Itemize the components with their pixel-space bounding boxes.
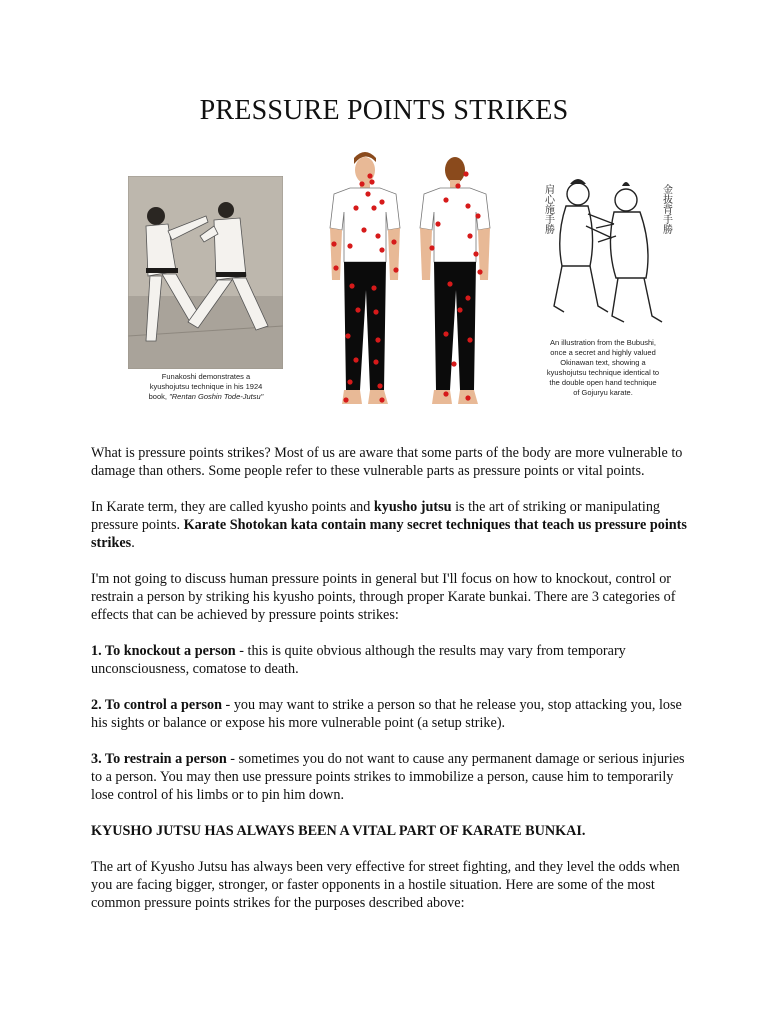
term-kyusho-jutsu: kyusho jutsu xyxy=(373,499,452,515)
paragraph-street-fighting: The art of Kyusho Jutsu has always been very effective for street fighting, and they level the odds when you are facing bigger, stronger, or faster opponents in a hostile situation. Here are some of the most common pressure points strikes for the purposes described above: xyxy=(91,859,680,911)
pressure-point-dot xyxy=(361,227,366,232)
pressure-point-dot xyxy=(477,269,482,274)
photo-caption-line: book, "Rentan Goshin Tode-Jutsu" xyxy=(148,392,264,401)
pressure-point-body-diagram xyxy=(320,150,515,415)
pressure-point-dot xyxy=(365,191,370,196)
pressure-point-dot xyxy=(375,233,380,238)
pressure-point-dot xyxy=(353,205,358,210)
illustration-caption-line: An illustration from the Bubushi, xyxy=(550,338,656,347)
paragraph-categories: I'm not going to discuss human pressure points in general but I'll focus on how to knockout, control or restrain a person by striking his kyusho points, through proper Karate bunkai. There are 3 categories of effects that can be achieved by pressure points strikes: xyxy=(91,571,676,623)
pressure-point-dot xyxy=(429,245,434,250)
paragraph-knockout: 1. To knockout a person - this is quite obvious although the results may vary from temporary unconsciousness, comatose to death. xyxy=(91,643,626,677)
illustration-caption-line: of Gojuryu karate. xyxy=(573,388,633,397)
pressure-point-dot xyxy=(435,221,440,226)
section-heading: KYUSHO JUTSU HAS ALWAYS BEEN A VITAL PART OF KARATE BUNKAI. xyxy=(91,823,586,839)
pressure-point-dot xyxy=(457,307,462,312)
pressure-point-dot xyxy=(393,267,398,272)
article-body xyxy=(91,444,691,930)
pressure-point-dot xyxy=(451,361,456,366)
pressure-point-dot xyxy=(443,331,448,336)
funakoshi-photo-drawing xyxy=(128,176,283,369)
pressure-point-dot xyxy=(379,199,384,204)
emphasis-shotokan: Karate Shotokan kata contain many secret techniques that teach us pressure points strikes xyxy=(91,517,687,551)
pressure-point-dot xyxy=(379,397,384,402)
illustration-caption-line: once a secret and highly valued xyxy=(550,348,656,357)
pressure-point-dot xyxy=(443,197,448,202)
heading-control: 2. To control a person xyxy=(91,697,222,713)
pressure-point-dot xyxy=(475,213,480,218)
pressure-point-dot xyxy=(349,283,354,288)
heading-knockout: 1. To knockout a person xyxy=(91,643,236,659)
pressure-point-dot xyxy=(465,395,470,400)
bubishi-glyphs-left: 肩心施手勝 xyxy=(542,184,554,234)
paragraph-restrain: 3. To restrain a person - sometimes you do not want to cause any permanent damage or serious injuries to a person. You may then use pressure points strikes to immobilize a person, cause him to temporarily lose control of his limbs or to pin him down. xyxy=(91,751,685,803)
pressure-point-dot xyxy=(355,307,360,312)
pressure-point-dot xyxy=(467,337,472,342)
pressure-point-dot xyxy=(443,391,448,396)
illustration-caption-line: kyushojutsu technique identical to xyxy=(546,368,660,377)
paragraph-kyusho: In Karate term, they are called kyusho points and kyusho jutsu is the art of striking or manipulating pressure points. Karate Shotokan kata contain many secret techniques that teach us pressure points strikes. xyxy=(91,499,687,551)
pressure-point-dot xyxy=(347,243,352,248)
photo-caption-line: Funakoshi demonstrates a xyxy=(161,372,251,381)
paragraph-control: 2. To control a person - you may want to strike a person so that he release you, stop attacking you, lose his sights or balance or expose his more vulnerable point (a setup strike). xyxy=(91,697,682,731)
pressure-point-dot xyxy=(371,205,376,210)
pressure-point-dot xyxy=(379,247,384,252)
pressure-point-dot xyxy=(343,397,348,402)
pressure-point-dot xyxy=(367,173,372,178)
back-figure xyxy=(420,157,490,404)
pressure-point-dot xyxy=(465,203,470,208)
heading-restrain: 3. To restrain a person xyxy=(91,751,227,767)
pressure-point-dot xyxy=(347,379,352,384)
pressure-point-dot xyxy=(371,285,376,290)
pressure-point-dot xyxy=(391,239,396,244)
book-title: "Rentan Goshin Tode-Jutsu" xyxy=(169,392,264,401)
funakoshi-photo xyxy=(128,176,283,369)
pressure-point-dot xyxy=(353,357,358,362)
pressure-point-dot xyxy=(369,179,374,184)
pressure-point-dot xyxy=(373,359,378,364)
bubishi-drawing xyxy=(526,166,681,334)
pressure-point-dot xyxy=(373,309,378,314)
pressure-point-dot xyxy=(455,183,460,188)
pressure-point-dot xyxy=(467,233,472,238)
pressure-point-dot xyxy=(465,295,470,300)
bubishi-illustration xyxy=(526,166,681,334)
pressure-point-dot xyxy=(377,383,382,388)
pressure-point-dot xyxy=(463,171,468,176)
illustration-caption-line: Okinawan text, showing a xyxy=(560,358,646,367)
illustration-caption xyxy=(522,338,684,398)
body-diagram-drawing xyxy=(320,150,515,415)
pressure-point-dot xyxy=(359,181,364,186)
pressure-point-dot xyxy=(333,265,338,270)
paragraph-intro: What is pressure points strikes? Most of us are aware that some parts of the body are more vulnerable to damage than others. Some people refer to these vulnerable parts as pressure points or vital points. xyxy=(91,445,683,479)
pressure-point-dot xyxy=(345,333,350,338)
pressure-point-dot xyxy=(473,251,478,256)
photo-caption-line: kyushojutsu technique in his 1924 xyxy=(149,382,263,391)
pressure-point-dot xyxy=(375,337,380,342)
pressure-point-dot xyxy=(331,241,336,246)
page-title: PRESSURE POINTS STRIKES xyxy=(199,95,569,126)
illustration-caption-line: the double open hand technique xyxy=(549,378,657,387)
photo-caption xyxy=(126,372,286,402)
front-figure xyxy=(330,152,400,404)
pressure-point-dot xyxy=(447,281,452,286)
bubishi-glyphs-right: 金抜背手勝 xyxy=(660,184,672,234)
